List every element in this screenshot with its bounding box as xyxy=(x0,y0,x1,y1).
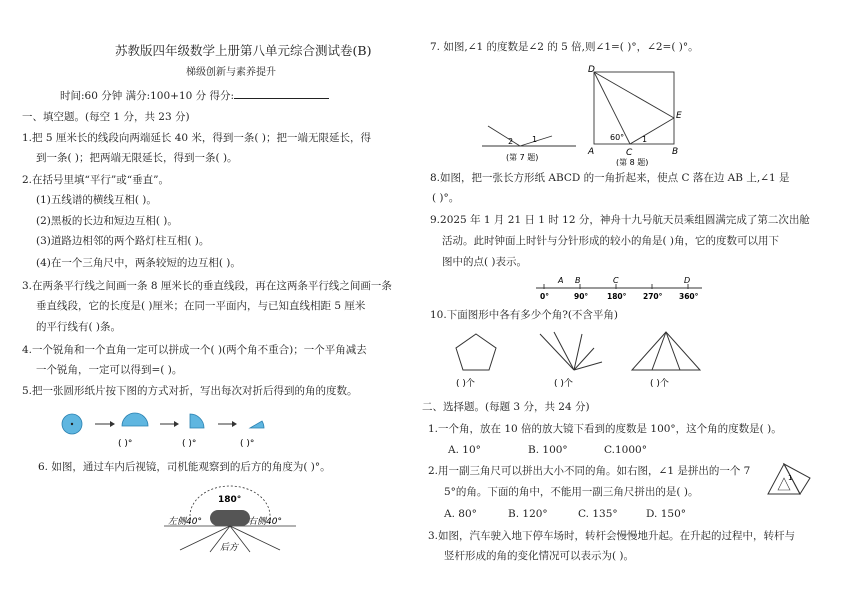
q3-line2: 垂直线段，它的长度是( )厘米；在同一平面内，与已知直线相距 5 厘米 xyxy=(36,300,366,312)
q6-rearview-figure xyxy=(160,484,300,554)
q2-item: (4)在一个三角尺中，两条较短的边互相( )。 xyxy=(36,257,241,269)
eighth-circle-shape xyxy=(250,421,264,428)
q7-stem: 7. 如图,∠1 的度数是∠2 的 5 倍,则∠1=( )°，∠2=( )°。 xyxy=(430,41,699,53)
exam-info xyxy=(60,88,329,103)
score-blank[interactable] xyxy=(234,88,329,99)
exam-title: 苏教版四年级数学上册第八单元综合测试卷(B) xyxy=(115,43,372,58)
q1-line2: 到一条( )；把两端无限延长，得到一条( )。 xyxy=(36,152,238,164)
fig7-angles xyxy=(480,108,580,164)
car-shape xyxy=(210,510,250,526)
s2-option-a[interactable]: A. 80° xyxy=(444,508,477,520)
ruler-tick: 90° xyxy=(574,292,589,301)
s1-option-b[interactable]: B. 100° xyxy=(528,444,568,456)
s1-stem: 1.一个角，放在 10 倍的放大镜下看到的度数是 100°，这个角的度数是( )。 xyxy=(428,423,782,435)
angle1-label: 1 xyxy=(642,135,648,144)
q10-blank[interactable]: ( )个 xyxy=(554,379,573,389)
ruler-point-D: D xyxy=(684,276,691,285)
angle-60-label: 60° xyxy=(610,133,625,142)
q10-blank[interactable]: ( )个 xyxy=(456,379,475,389)
section2-heading: 二、选择题。(每题 3 分，共 24 分) xyxy=(422,401,590,413)
point-C: C xyxy=(626,148,633,158)
point-D: D xyxy=(588,65,595,75)
degree-ruler xyxy=(530,272,710,304)
s2-line2: 5°的角。下面的角中，不能用一副三角尺拼出的是( )。 xyxy=(444,486,699,498)
section1-heading: 一、填空题。(每空 1 分，共 23 分) xyxy=(22,111,190,123)
q2-item: (3)道路边相邻的两个路灯柱互相( )。 xyxy=(36,235,210,247)
q8-line1: 8.如图，把一张长方形纸 ABCD 的一角折起来，使点 C 落在边 AB 上,∠1 是 xyxy=(430,172,790,184)
q2-item: (1)五线谱的横线互相( )。 xyxy=(36,194,157,206)
s1-option-c[interactable]: C.1000° xyxy=(604,444,647,456)
angle2-label: 2 xyxy=(508,137,514,146)
s3-line1: 3.如图，汽车驶入地下停车场时，转杆会慢慢地升起。在升起的过程中，转杆与 xyxy=(428,530,796,542)
q2-stem: 2.在括号里填“平行”或“垂直”。 xyxy=(22,174,169,186)
ruler-point-A: A xyxy=(558,276,564,285)
ruler-point-C: C xyxy=(613,276,619,285)
rear-label: 后方 xyxy=(220,543,239,553)
q5-folding-figure xyxy=(50,410,280,450)
s2-option-b[interactable]: B. 120° xyxy=(508,508,548,520)
q9-line1: 9.2025 年 1 月 21 日 1 时 12 分，神舟十九号航天员乘组圆满完成了第二次出舱 xyxy=(430,214,810,226)
q9-line3: 图中的点( )表示。 xyxy=(442,256,528,268)
right-40-label: 右侧40° xyxy=(248,517,282,527)
q5-stem: 5.把一张圆形纸片按下图的方式对折，写出每次对折后得到的角的度数。 xyxy=(22,385,358,397)
quarter-circle-shape xyxy=(190,414,204,428)
ruler-tick: 270° xyxy=(643,292,663,301)
fig8-folded-rectangle xyxy=(586,62,686,166)
q3-line1: 3.在两条平行线之间画一条 8 厘米长的垂直线段，再在这两条平行线之间画一条 xyxy=(22,280,392,292)
q4-line2: 一个锐角，一定可以得到=( )。 xyxy=(36,364,183,376)
fig7-caption: (第 7 题) xyxy=(506,153,539,162)
q6-stem: 6. 如图，通过车内后视镜，司机能观察到的后方的角度为( )°。 xyxy=(38,461,331,473)
angle1-label: 1 xyxy=(788,474,793,482)
q9-line2: 活动。此时钟面上时针与分针形成的较小的角是( )角，它的度数可以用下 xyxy=(442,235,780,247)
q5-blank[interactable]: ( )° xyxy=(240,439,255,449)
half-circle-shape xyxy=(122,413,148,426)
q2-item: (2)黑板的长边和短边互相( )。 xyxy=(36,215,178,227)
q5-blank[interactable]: ( )° xyxy=(118,439,133,449)
set-square-figure xyxy=(764,458,814,498)
ruler-tick: 360° xyxy=(679,292,699,301)
angle-180-label: 180° xyxy=(218,495,242,505)
ruler-tick: 0° xyxy=(540,292,549,301)
s2-option-d[interactable]: D. 150° xyxy=(646,508,687,520)
exam-subtitle: 梯级创新与素养提升 xyxy=(186,67,276,78)
point-B: B xyxy=(672,147,679,157)
s2-option-c[interactable]: C. 135° xyxy=(578,508,618,520)
ruler-point-B: B xyxy=(575,276,581,285)
left-40-label: 左侧40° xyxy=(168,517,202,527)
q5-blank[interactable]: ( )° xyxy=(182,439,197,449)
q10-blank[interactable]: ( )个 xyxy=(650,379,669,389)
angle1-label: 1 xyxy=(532,135,538,144)
s3-line2: 竖杆形成的角的变化情况可以表示为( )。 xyxy=(444,550,635,562)
pentagon-shape xyxy=(456,334,496,370)
exam-info-text: 时间:60 分钟 满分:100+10 分 得分: xyxy=(60,90,235,102)
ruler-tick: 180° xyxy=(607,292,627,301)
point-E: E xyxy=(676,111,682,121)
triangle-split-shape xyxy=(632,332,700,370)
point-A: A xyxy=(588,147,595,157)
q1-line1: 1.把 5 厘米长的线段向两端延长 40 米，得到一条( )；把一端无限延长，得 xyxy=(22,132,371,144)
ray-fan-shape xyxy=(540,332,602,370)
fig8-caption: (第 8 题) xyxy=(616,158,649,166)
s2-line1: 2.用一副三角尺可以拼出大小不同的角。如右图，∠1 是拼出的一个 7 xyxy=(428,465,751,477)
q8-line2: ( )°。 xyxy=(432,192,460,204)
q10-figures xyxy=(444,326,734,390)
q4-line1: 4.一个锐角和一个直角一定可以拼成一个( )(两个角不重合)；一个平角减去 xyxy=(22,344,367,356)
q10-stem: 10.下面图形中各有多少个角?(不含平角) xyxy=(430,309,619,321)
s1-option-a[interactable]: A. 10° xyxy=(448,444,481,456)
q3-line3: 的平行线有( )条。 xyxy=(36,321,122,333)
